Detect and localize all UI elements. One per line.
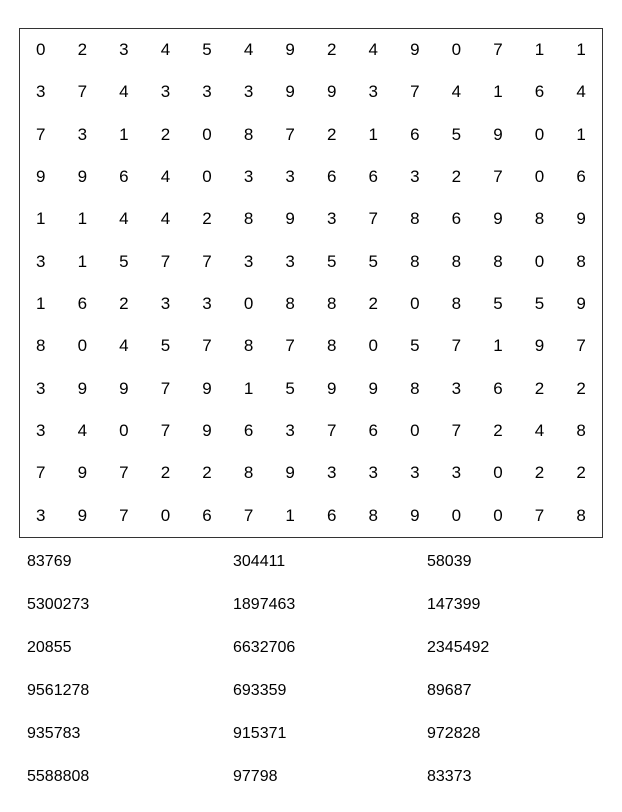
grid-cell: 4: [77, 421, 88, 441]
grid-cell: 6: [576, 167, 586, 187]
grid-cell: 1: [36, 209, 46, 229]
grid-cell: 3: [326, 209, 337, 229]
grid-cell: 3: [326, 463, 337, 483]
grid-cell: 5: [534, 294, 545, 314]
grid-cell: 1: [36, 294, 46, 314]
grid-cell: 8: [576, 421, 586, 441]
grid-cell: 7: [119, 463, 129, 483]
grid-cell: 8: [493, 251, 503, 271]
grid-cell: 9: [119, 378, 129, 398]
list-item: [19, 583, 603, 626]
list-item: [19, 626, 603, 669]
grid-cell: 7: [160, 251, 171, 271]
grid-cell: 9: [285, 209, 295, 229]
grid-cell: 7: [285, 124, 295, 144]
grid-cell: 9: [576, 294, 586, 314]
grid-cell: 7: [243, 505, 254, 525]
grid-cell: 7: [285, 336, 295, 356]
grid-cell: 9: [77, 463, 88, 483]
grid-cell: 3: [285, 251, 295, 271]
number-entry: 6632706: [233, 638, 296, 656]
grid-cell: 8: [243, 209, 254, 229]
grid-cell: 9: [36, 167, 46, 187]
grid-cell: 7: [493, 40, 503, 60]
grid-cell: 6: [243, 421, 254, 441]
grid-cell: 7: [368, 209, 379, 229]
number-entry: 83769: [27, 552, 72, 570]
grid-cell: 0: [493, 463, 503, 483]
grid-cell: 3: [243, 82, 254, 102]
grid-cell: 4: [451, 82, 462, 102]
grid-cell: 7: [160, 378, 171, 398]
grid-cell: 2: [326, 124, 337, 144]
table-row: [20, 29, 602, 71]
table-row: [20, 368, 602, 410]
grid-cell: 8: [326, 336, 337, 356]
grid-cell: 7: [77, 82, 88, 102]
grid-cell: 9: [326, 82, 337, 102]
grid-cell: 4: [119, 209, 129, 229]
grid-cell: 7: [36, 463, 46, 483]
list-item: [19, 712, 603, 755]
grid-cell: 1: [576, 124, 586, 144]
grid-cell: 0: [534, 167, 545, 187]
grid-cell: 2: [77, 40, 88, 60]
grid-cell: 2: [534, 378, 545, 398]
number-entry: 935783: [27, 724, 81, 742]
digit-grid: [20, 29, 602, 537]
grid-cell: 7: [202, 336, 212, 356]
grid-cell: 3: [285, 167, 295, 187]
grid-cell: 6: [202, 505, 212, 525]
grid-cell: 2: [493, 421, 503, 441]
grid-cell: 8: [410, 209, 420, 229]
grid-cell: 3: [36, 251, 46, 271]
grid-cell: 8: [243, 336, 254, 356]
grid-cell: 3: [160, 294, 171, 314]
grid-cell: 6: [77, 294, 88, 314]
grid-cell: 2: [160, 124, 171, 144]
grid-cell: 3: [202, 82, 212, 102]
table-row: [20, 71, 602, 113]
table-row: [20, 283, 602, 325]
grid-cell: 5: [493, 294, 503, 314]
grid-cell: 6: [326, 505, 337, 525]
grid-cell: 7: [451, 336, 462, 356]
number-entry: 58039: [427, 552, 472, 570]
grid-cell: 3: [410, 167, 420, 187]
grid-cell: 7: [451, 421, 462, 441]
number-entry: 304411: [233, 552, 286, 570]
grid-cell: 2: [119, 294, 129, 314]
table-row: [20, 198, 602, 240]
grid-cell: 9: [368, 378, 379, 398]
grid-cell: 4: [534, 421, 545, 441]
grid-cell: 9: [410, 505, 420, 525]
grid-cell: 3: [285, 421, 295, 441]
table-row: [20, 114, 602, 156]
table-row: [20, 452, 602, 494]
grid-cell: 7: [119, 505, 129, 525]
grid-cell: 9: [202, 421, 212, 441]
grid-cell: 1: [534, 40, 545, 60]
grid-cell: 8: [285, 294, 295, 314]
number-entry: 2345492: [427, 638, 490, 656]
number-entry: 97798: [233, 767, 278, 785]
number-entry: 915371: [233, 724, 287, 742]
grid-cell: 8: [576, 251, 586, 271]
grid-cell: 2: [368, 294, 379, 314]
grid-cell: 4: [160, 40, 171, 60]
grid-cell: 6: [410, 124, 420, 144]
number-entry: 89687: [427, 681, 472, 699]
grid-cell: 5: [326, 251, 337, 271]
grid-cell: 7: [202, 251, 212, 271]
grid-cell: 8: [36, 336, 46, 356]
grid-cell: 0: [368, 336, 379, 356]
grid-cell: 8: [368, 505, 379, 525]
grid-cell: 9: [77, 378, 88, 398]
grid-cell: 1: [368, 124, 379, 144]
grid-cell: 2: [160, 463, 171, 483]
digit-grid-body: [20, 29, 602, 537]
number-entry: 20855: [27, 638, 72, 656]
grid-cell: 0: [534, 124, 545, 144]
table-row: [20, 410, 602, 452]
grid-cell: 0: [534, 251, 545, 271]
grid-cell: 9: [285, 463, 295, 483]
grid-cell: 1: [493, 336, 503, 356]
grid-cell: 0: [493, 505, 503, 525]
grid-cell: 7: [534, 505, 545, 525]
grid-cell: 1: [285, 505, 295, 525]
grid-cell: 1: [119, 124, 129, 144]
grid-cell: 3: [36, 378, 46, 398]
grid-cell: 2: [534, 463, 545, 483]
grid-cell: 5: [160, 336, 171, 356]
table-row: [20, 325, 602, 367]
grid-cell: 3: [368, 82, 379, 102]
grid-cell: 8: [451, 251, 462, 271]
grid-cell: 9: [285, 82, 295, 102]
grid-cell: 5: [119, 251, 129, 271]
table-row: [20, 495, 602, 537]
grid-cell: 3: [243, 167, 254, 187]
grid-cell: 9: [77, 505, 88, 525]
grid-cell: 3: [451, 463, 462, 483]
grid-cell: 4: [243, 40, 254, 60]
number-entry: 9561278: [27, 681, 90, 699]
grid-cell: 0: [160, 505, 171, 525]
grid-cell: 9: [326, 378, 337, 398]
grid-cell: 7: [576, 336, 586, 356]
list-item: [19, 540, 603, 583]
grid-cell: 0: [410, 421, 420, 441]
grid-cell: 0: [451, 505, 462, 525]
grid-cell: 0: [77, 336, 88, 356]
grid-cell: 1: [77, 209, 88, 229]
grid-cell: 0: [410, 294, 420, 314]
grid-cell: 5: [410, 336, 420, 356]
grid-cell: 3: [77, 124, 88, 144]
grid-cell: 3: [36, 421, 46, 441]
grid-cell: 9: [410, 40, 420, 60]
grid-cell: 7: [410, 82, 420, 102]
number-entry: 147399: [427, 595, 481, 613]
grid-cell: 4: [160, 209, 171, 229]
table-row: [20, 241, 602, 283]
grid-cell: 8: [534, 209, 545, 229]
grid-cell: 0: [202, 124, 212, 144]
digit-grid-panel: [19, 28, 603, 538]
grid-cell: 5: [451, 124, 462, 144]
grid-cell: 9: [576, 209, 586, 229]
grid-cell: 9: [493, 209, 503, 229]
list-item: [19, 755, 603, 798]
grid-cell: 7: [326, 421, 337, 441]
grid-cell: 3: [410, 463, 420, 483]
grid-cell: 3: [243, 251, 254, 271]
number-entry: 972828: [427, 724, 481, 742]
grid-cell: 9: [77, 167, 88, 187]
grid-cell: 9: [534, 336, 545, 356]
grid-cell: 4: [576, 82, 586, 102]
grid-cell: 6: [368, 167, 379, 187]
grid-cell: 6: [493, 378, 503, 398]
grid-cell: 5: [368, 251, 379, 271]
table-row: [20, 156, 602, 198]
grid-cell: 8: [243, 124, 254, 144]
grid-cell: 8: [243, 463, 254, 483]
grid-cell: 9: [202, 378, 212, 398]
grid-cell: 8: [451, 294, 462, 314]
grid-cell: 1: [493, 82, 503, 102]
number-entry: 5588808: [27, 767, 90, 785]
grid-cell: 3: [160, 82, 171, 102]
grid-cell: 2: [202, 463, 212, 483]
number-entry: 1897463: [233, 595, 296, 613]
grid-cell: 0: [202, 167, 212, 187]
grid-cell: 1: [77, 251, 88, 271]
grid-cell: 5: [285, 378, 295, 398]
grid-cell: 2: [326, 40, 337, 60]
grid-cell: 6: [119, 167, 129, 187]
list-item: [19, 669, 603, 712]
number-entry: 693359: [233, 681, 287, 699]
grid-cell: 6: [451, 209, 462, 229]
grid-cell: 6: [368, 421, 379, 441]
grid-cell: 0: [243, 294, 254, 314]
number-entry: 5300273: [27, 595, 90, 613]
grid-cell: 5: [202, 40, 212, 60]
grid-cell: 0: [36, 40, 46, 60]
grid-cell: 7: [160, 421, 171, 441]
number-list-panel: [19, 540, 603, 802]
grid-cell: 9: [285, 40, 295, 60]
grid-cell: 3: [202, 294, 212, 314]
grid-cell: 2: [576, 463, 586, 483]
grid-cell: 4: [119, 82, 129, 102]
grid-cell: 1: [243, 378, 254, 398]
grid-cell: 7: [36, 124, 46, 144]
grid-cell: 8: [410, 251, 420, 271]
grid-cell: 3: [368, 463, 379, 483]
grid-cell: 3: [36, 505, 46, 525]
grid-cell: 4: [368, 40, 379, 60]
grid-cell: 3: [36, 82, 46, 102]
number-entry: 83373: [427, 767, 472, 785]
grid-cell: 8: [326, 294, 337, 314]
grid-cell: 3: [119, 40, 129, 60]
grid-cell: 6: [534, 82, 545, 102]
grid-cell: 4: [119, 336, 129, 356]
grid-cell: 0: [119, 421, 129, 441]
grid-cell: 0: [451, 40, 462, 60]
grid-cell: 6: [326, 167, 337, 187]
grid-cell: 2: [576, 378, 586, 398]
grid-cell: 9: [493, 124, 503, 144]
grid-cell: 8: [576, 505, 586, 525]
grid-cell: 1: [576, 40, 586, 60]
grid-cell: 2: [202, 209, 212, 229]
grid-cell: 4: [160, 167, 171, 187]
grid-cell: 2: [451, 167, 462, 187]
grid-cell: 3: [451, 378, 462, 398]
grid-cell: 8: [410, 378, 420, 398]
grid-cell: 7: [493, 167, 503, 187]
